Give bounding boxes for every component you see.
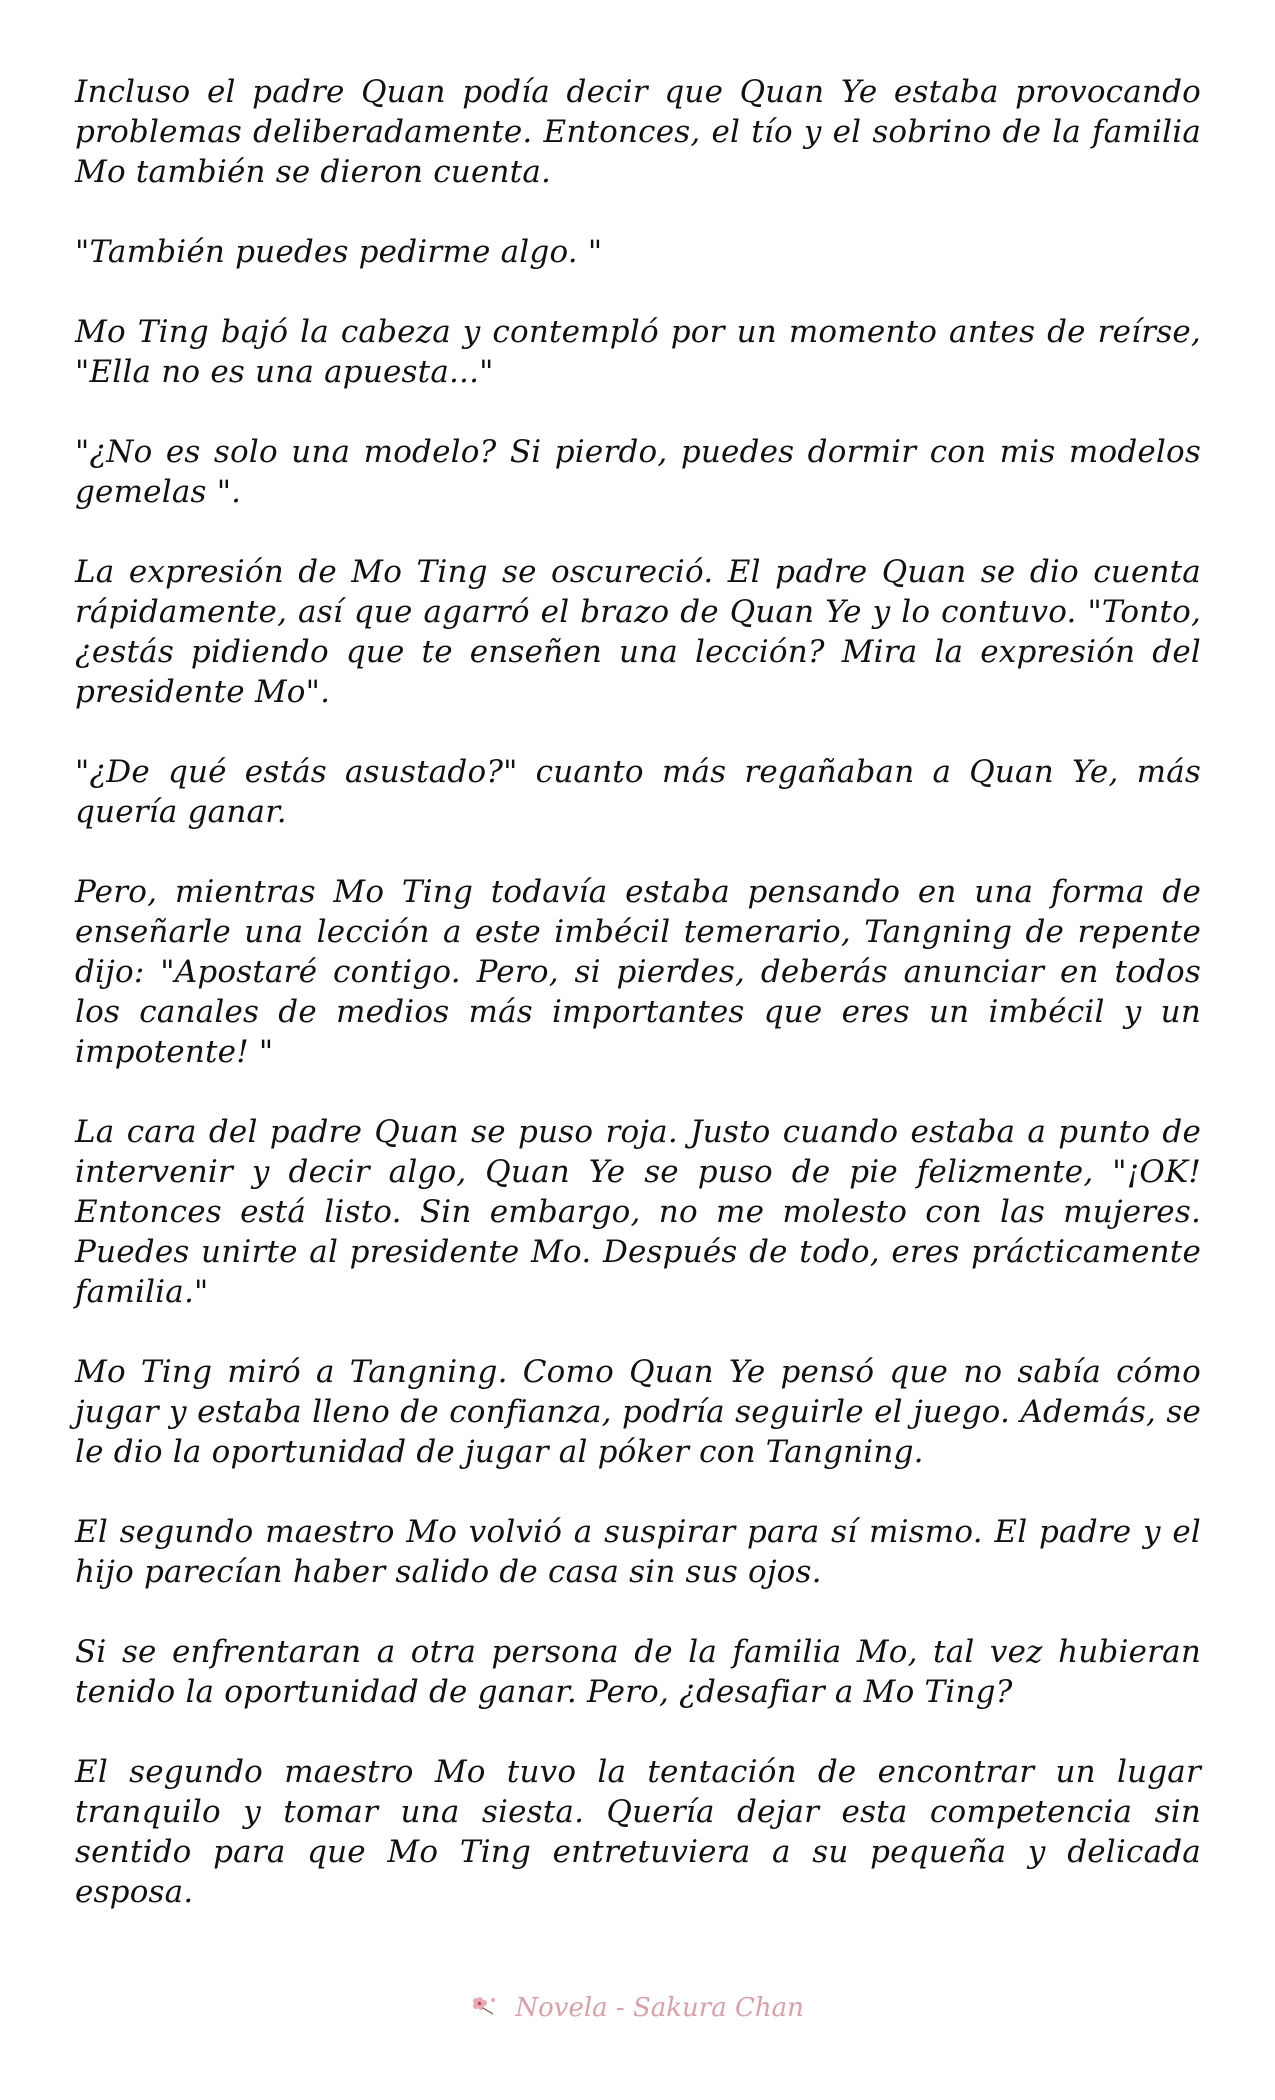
document-body [75,72,1201,1952]
paragraph-8: La cara del padre Quan se puso roja. Justo cuando estaba a punto de intervenir y decir algo, Quan Ye se puso de pie felizmente, "¡OK! Entonces está listo. Sin embargo, no me molesto con las mujeres. Puedes unirte al presidente Mo. Después de todo, eres prácticamente familia." [75,1114,1201,1310]
sakura-flower-icon [471,1994,499,2025]
paragraph-11: Si se enfrentaran a otra persona de la familia Mo, tal vez hubieran tenido la oportunidad de ganar. Pero, ¿desafiar a Mo Ting? [75,1634,1201,1710]
watermark [0,1993,1275,2025]
watermark-text: Novela - Sakura Chan [515,1993,804,2023]
paragraph-10: El segundo maestro Mo volvió a suspirar para sí mismo. El padre y el hijo parecían haber salido de casa sin sus ojos. [75,1514,1201,1590]
paragraph-1: Incluso el padre Quan podía decir que Quan Ye estaba provocando problemas deliberadamente. Entonces, el tío y el sobrino de la familia Mo también se dieron cuenta. [75,74,1201,190]
paragraph-5: La expresión de Mo Ting se oscureció. El padre Quan se dio cuenta rápidamente, así que agarró el brazo de Quan Ye y lo contuvo. "Tonto, ¿estás pidiendo que te enseñen una lección? Mira la expresión del presidente Mo". [75,554,1201,710]
paragraph-6: "¿De qué estás asustado?" cuanto más regañaban a Quan Ye, más quería ganar. [75,754,1201,830]
paragraph-12: El segundo maestro Mo tuvo la tentación de encontrar un lugar tranquilo y tomar una siesta. Quería dejar esta competencia sin sentido para que Mo Ting entretuviera a su pequeña y delicada esposa. [75,1754,1201,1910]
paragraph-3: Mo Ting bajó la cabeza y contempló por un momento antes de reírse, "Ella no es una apuesta..." [75,314,1201,390]
paragraph-2: "También puedes pedirme algo. " [75,234,603,270]
paragraph-9: Mo Ting miró a Tangning. Como Quan Ye pensó que no sabía cómo jugar y estaba lleno de confianza, podría seguirle el juego. Además, se le dio la oportunidad de jugar al póker con Tangning. [75,1354,1201,1470]
paragraph-4: "¿No es solo una modelo? Si pierdo, puedes dormir con mis modelos gemelas ". [75,434,1201,510]
paragraph-7: Pero, mientras Mo Ting todavía estaba pensando en una forma de enseñarle una lección a este imbécil temerario, Tangning de repente dijo: "Apostaré contigo. Pero, si pierdes, deberás anunciar en todos los canales de medios más importantes que eres un imbécil y un impotente! " [75,874,1201,1070]
